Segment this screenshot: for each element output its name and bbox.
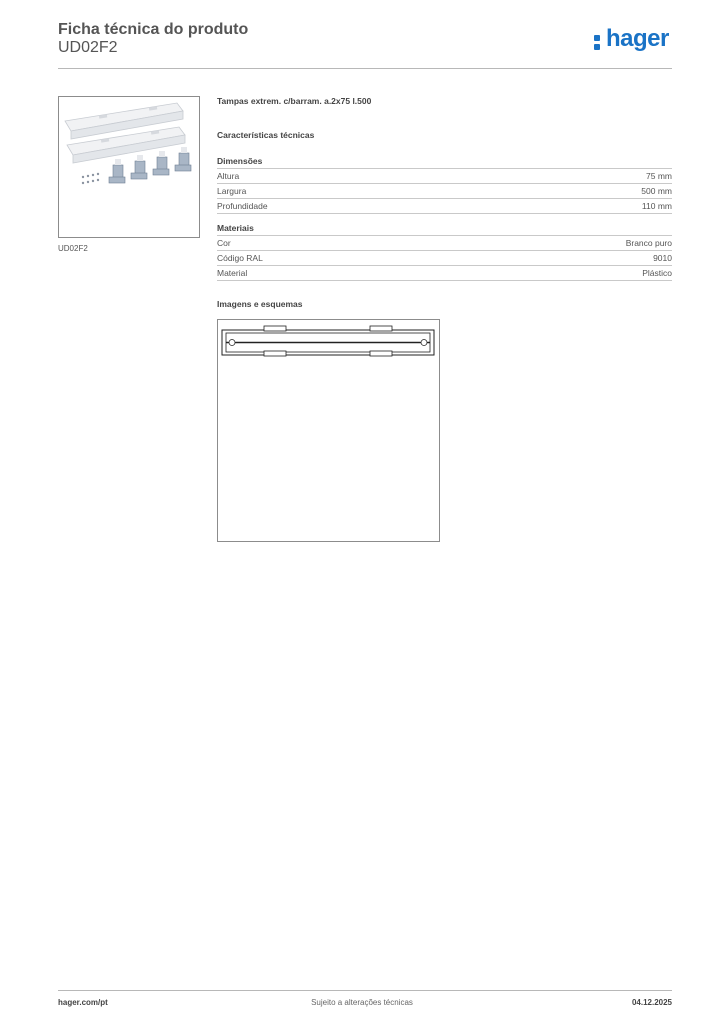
page-title: Ficha técnica do produto: [58, 21, 249, 38]
spec-label: Cor: [217, 238, 231, 248]
logo-dots-icon: [594, 35, 600, 53]
spec-row: [217, 265, 672, 281]
spec-row: [217, 168, 672, 183]
spec-row: [217, 235, 672, 250]
spec-label: Código RAL: [217, 253, 263, 263]
product-image: [58, 96, 200, 238]
images-section-title: Imagens e esquemas: [217, 299, 303, 309]
spec-value: 500 mm: [641, 186, 672, 196]
technical-drawing-svg: [218, 320, 439, 541]
spec-row: [217, 183, 672, 198]
spec-value: 110 mm: [641, 201, 672, 211]
product-image-caption: UD02F2: [58, 244, 88, 253]
footer-date: 04.12.2025: [631, 998, 672, 1007]
spec-label: Material: [217, 268, 248, 278]
spec-value: Branco puro: [625, 238, 672, 248]
spec-label: Largura: [217, 186, 247, 196]
logo-text: hager: [606, 25, 669, 52]
spec-value: 75 mm: [646, 171, 672, 181]
footer-notice: Sujeito a alterações técnicas: [311, 998, 413, 1007]
product-photo-illustration: [59, 97, 199, 237]
spec-row: [217, 250, 672, 265]
header-divider: [58, 68, 672, 69]
group-title-dimensions: Dimensões: [217, 156, 263, 166]
product-code: UD02F2: [58, 39, 118, 56]
specs-section-title: Características técnicas: [217, 130, 315, 140]
spec-label: Altura: [217, 171, 240, 181]
group-title-materials: Materiais: [217, 223, 254, 233]
footer-divider: [58, 990, 672, 991]
spec-value: Plástico: [642, 268, 672, 278]
spec-value: 9010: [653, 253, 672, 263]
footer-website-link[interactable]: hager.com/pt: [58, 998, 108, 1007]
product-description: Tampas extrem. c/barram. a.2x75 l.500: [217, 96, 372, 106]
spec-label: Profundidade: [217, 201, 268, 211]
technical-drawing: [217, 319, 440, 542]
spec-row: [217, 198, 672, 214]
